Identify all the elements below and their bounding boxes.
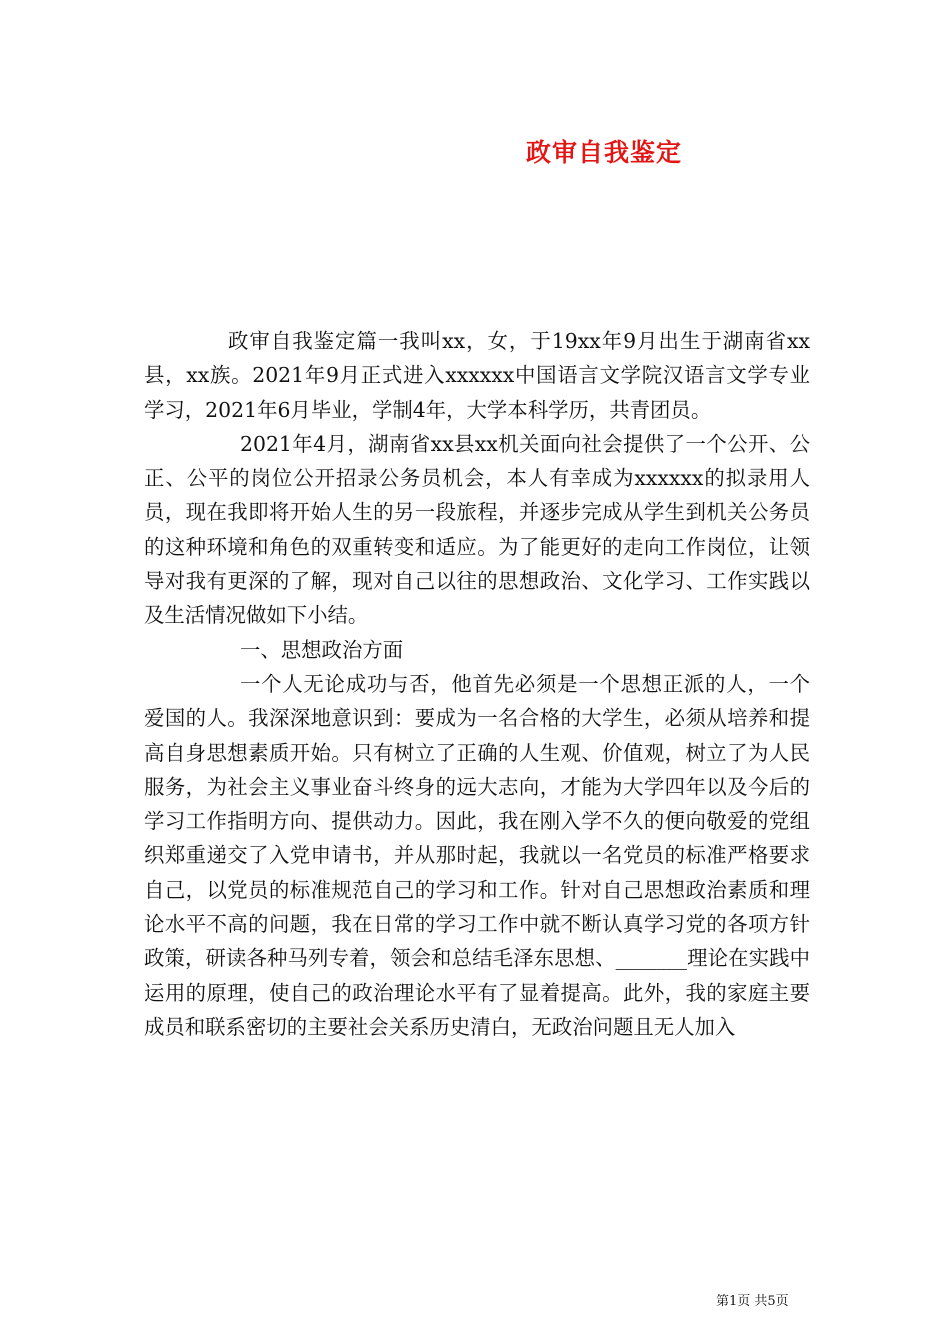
section-heading-ideology: 一、思想政治方面 xyxy=(240,637,404,662)
document-title: 政审自我鉴定 xyxy=(526,138,683,167)
document-body xyxy=(144,324,810,1044)
paragraph-intro: 政审自我鉴定篇一我叫xx，女，于19xx年9月出生于湖南省xx县，xx族。2021年9月正式进入xxxxxx中国语言文学院汉语言文学专业学习，2021年6月毕业，学制4年，大学本科学历，共青团员。 xyxy=(144,329,810,422)
paragraph-ideology: 一个人无论成功与否，他首先必须是一个思想正派的人，一个爱国的人。我深深地意识到：要成为一名合格的大学生，必须从培养和提高自身思想素质开始。只有树立了正确的人生观、价值观，树立了为人民服务，为社会主义事业奋斗终身的远大志向，才能为大学四年以及今后的学习工作指明方向、提供动力。因此，我在刚入学不久的便向敬爱的党组织郑重递交了入党申请书，并从那时起，我就以一名党员的标准严格要求自己，以党员的标准规范自己的学习和工作。针对自己思想政治素质和理论水平不高的问题，我在日常的学习工作中就不断认真学习党的各项方针政策，研读各种马列专着，领会和总结毛泽东思想、_______理论在实践中运用的原理，使自己的政治理论水平有了显着提高。此外，我的家庭主要成员和联系密切的主要社会关系历史清白，无政治问题且无人加入 xyxy=(144,671,810,1039)
page-number: 第1页 共5页 xyxy=(716,1294,789,1309)
paragraph-recruitment: 2021年4月，湖南省xx县xx机关面向社会提供了一个公开、公正、公平的岗位公开招录公务员机会，本人有幸成为xxxxxx的拟录用人员，现在我即将开始人生的另一段旅程，并逐步完成从学生到机关公务员的这种环境和角色的双重转变和适应。为了能更好的走向工作岗位，让领导对我有更深的了解，现对自己以往的思想政治、文化学习、工作实践以及生活情况做如下小结。 xyxy=(144,431,810,628)
